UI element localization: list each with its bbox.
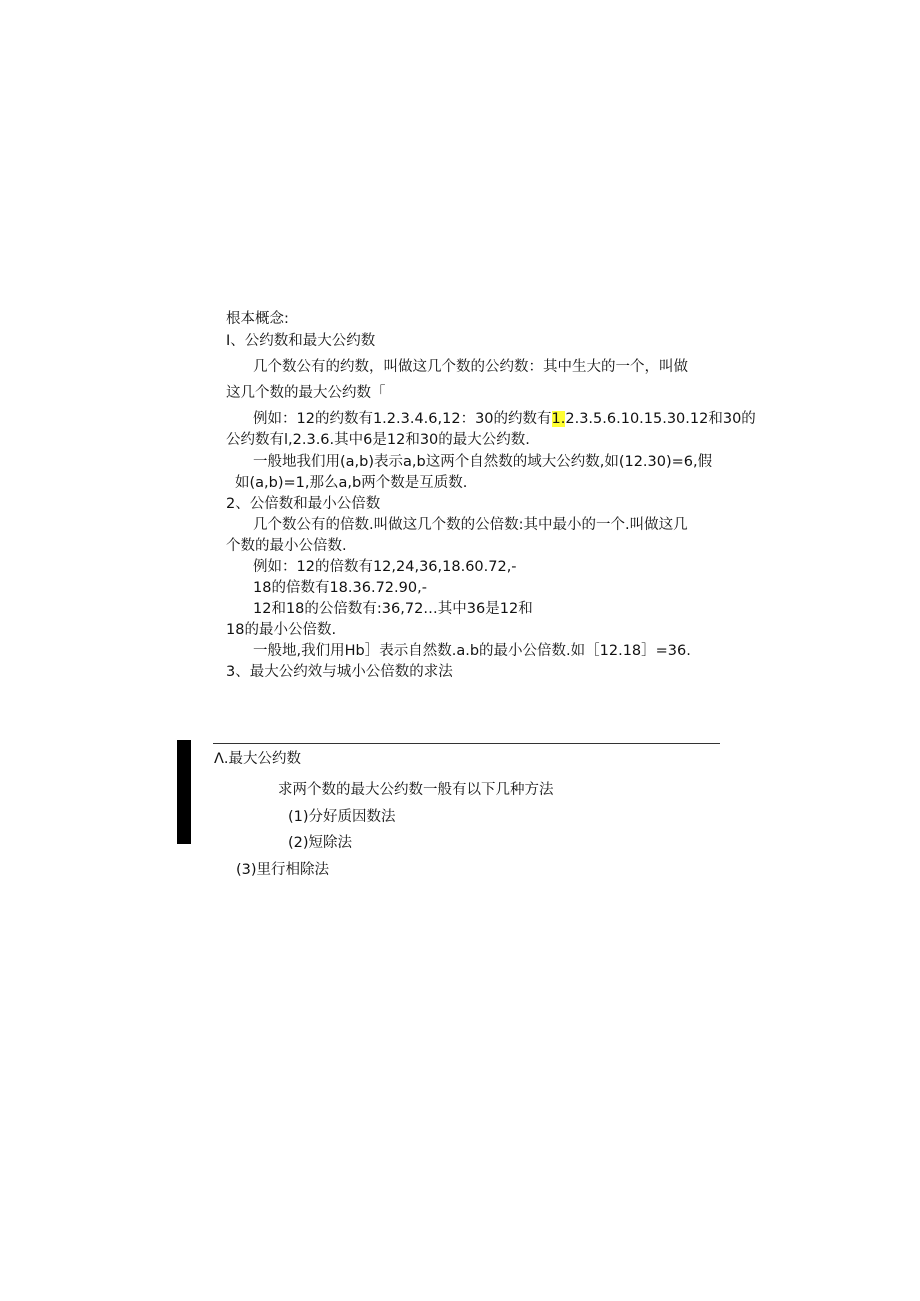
highlighted-text: 1. [551, 411, 566, 427]
method-2: (2)短除法 [288, 835, 353, 851]
section-1-example-line-2: 公约数有l,2.3.6.其中6是12和30的最大公约数. [226, 432, 530, 448]
section-2-example-line-4: 18的最小公倍数. [226, 622, 337, 638]
section-1-title: I、公约数和最大公约数 [226, 333, 376, 349]
section-a-intro: 求两个数的最大公约数一般有以下几种方法 [278, 782, 554, 798]
section-1-example-line-1 [253, 409, 756, 429]
section-2-notation-line: 一般地,我们用Hb］表示自然数.a.b的最小公倍数.如［12.18］=36. [253, 643, 691, 659]
section-2-title: 2、公倍数和最小公倍数 [226, 496, 381, 512]
example-text-pre: 例如：12的约数有1.2.3.4.6,12：30的约数有 [253, 411, 552, 427]
section-divider [213, 743, 720, 744]
section-1-notation-line-2: 如(a,b)=1,那么a,b两个数是互质数. [235, 475, 468, 491]
section-2-example-line-2: 18的倍数有18.36.72.90,- [253, 580, 427, 596]
section-1-definition-line-1: 几个数公有的约数，叫做这几个数的公约数：其中生大的一个，叫做 [253, 359, 688, 375]
method-3: (3)里行相除法 [236, 862, 330, 878]
section-3-title: 3、最大公约效与城小公倍数的求法 [226, 664, 453, 680]
method-1: (1)分好质因数法 [288, 809, 396, 825]
section-1-notation-line-1: 一般地我们用(a,b)表示a,b这两个自然数的域大公约数,如(12.30)=6,假 [253, 454, 713, 470]
section-2-definition-line-2: 个数的最小公倍数. [226, 538, 347, 554]
page-edge-bar [177, 740, 191, 844]
section-2-definition-line-1: 几个数公有的倍数.叫做这几个数的公倍数:其中最小的一个.叫做这几 [253, 517, 688, 533]
section-a-title: Λ.最大公约数 [214, 751, 302, 767]
heading-basic-concepts: 根本概念: [226, 311, 289, 327]
section-1-definition-line-2: 这几个数的最大公约数「 [226, 385, 386, 401]
section-2-example-line-3: 12和18的公倍数有:36,72…其中36是12和 [253, 601, 533, 617]
section-2-example-line-1: 例如：12的倍数有12,24,36,18.60.72,- [253, 559, 517, 575]
example-text-post: 2.3.5.6.10.15.30.12和30的 [565, 411, 756, 427]
